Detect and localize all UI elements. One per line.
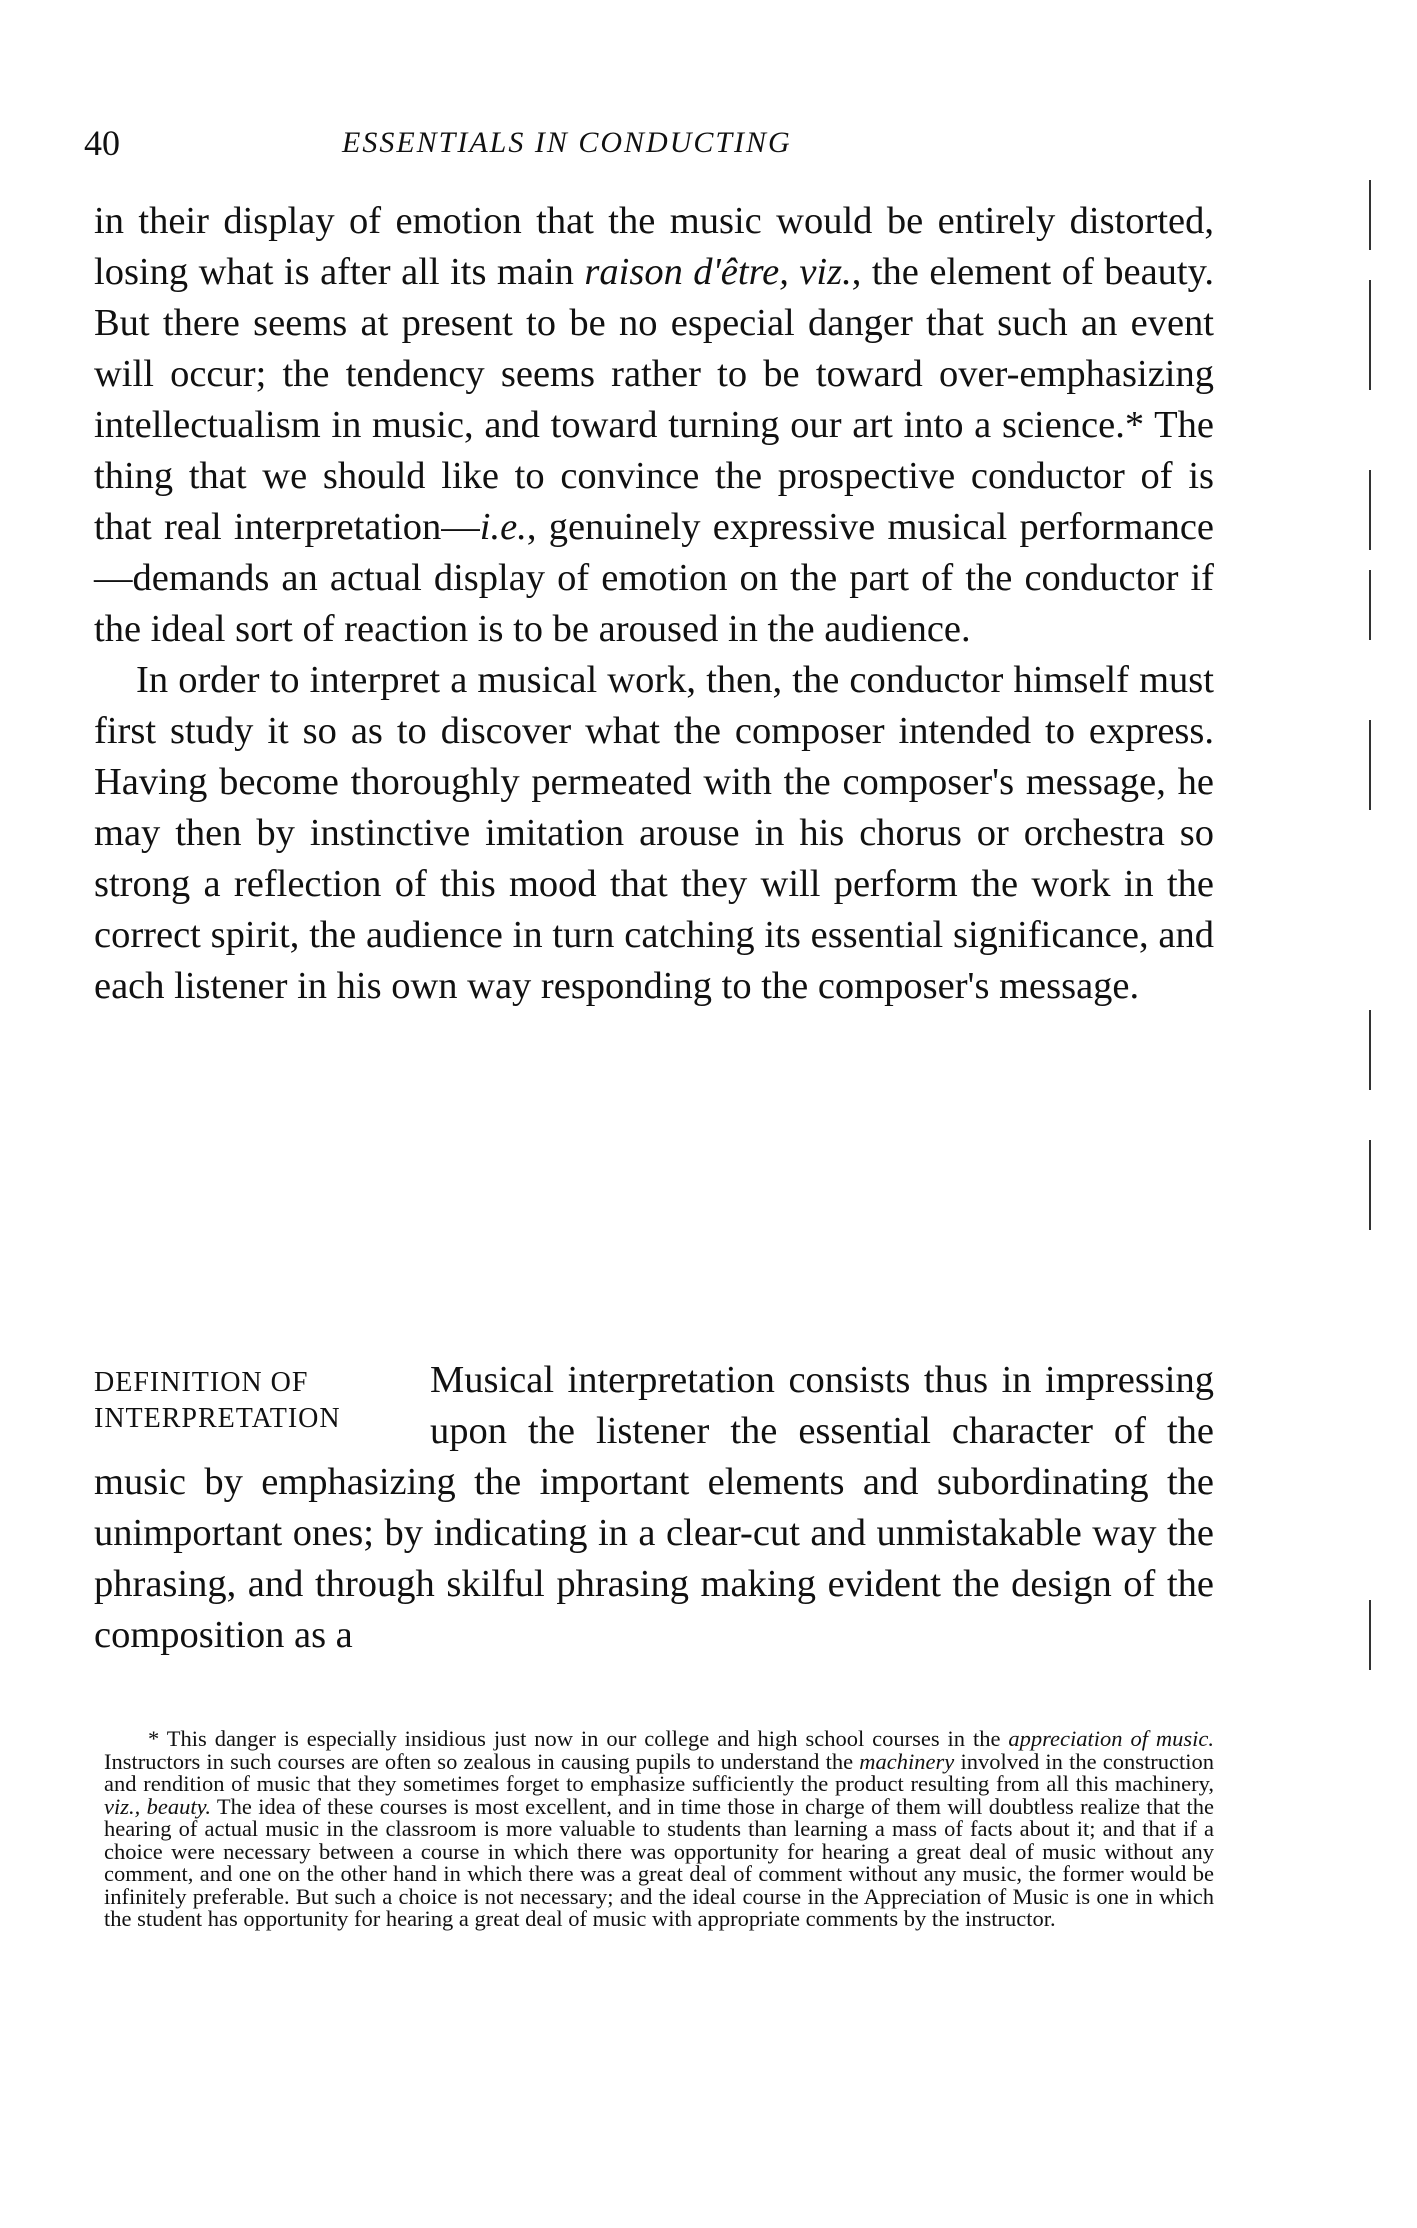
paragraph-2: In order to interpret a musical work, then, the conductor himself must first study it so as to discover what the composer intended to express. Having become thoroughly permeated with the composer's message, he may then by instinctive imitation arouse in his chorus or orchestra so strong a reflection of this mood that they will perform the work in the correct spirit, the audience in turn catching its essential significance, and each listener in his own way responding to the composer's message. (94, 659, 1214, 1007)
footnote-italic-c: viz., beauty. (104, 1793, 211, 1819)
footnote-text-d: The idea of these courses is most excellent, and in time those in charge of them will doubtless realize that the hearing of actual music in the classroom is more valuable to students than learning a mass of facts about it; and that if a choice were necessary between a course in which there was opportunity for hearing a great deal of music without any comment, and one on the other hand in which there was a great deal of comment without any music, the former would be infinitely preferable. But such a choice is not necessary; and the ideal course in the Appreciation of Music is one in which the student has opportunity for hearing a great deal of music with appropriate comments by the instructor. (104, 1793, 1214, 1931)
paragraph-1-text-b: , the element of beauty. But there seems at present to be no especial danger that such an event will occur; the tendency seems rather to be toward over-emphasizing intellectualism in music, and toward turning our art into a science.* The thing that we should like to convince the prospective conductor of is that real interpretation— (94, 251, 1214, 548)
scan-mark (1369, 570, 1371, 640)
footnote-text-c: involved in the construction and rendition of music that they sometimes forget to emphasize sufficiently the product resulting from all this machinery, (104, 1748, 1214, 1796)
scan-mark (1369, 1600, 1371, 1670)
footnote-italic-a: appreciation of music. (1008, 1726, 1214, 1751)
page-number: 40 (84, 123, 120, 163)
page-header (84, 122, 1234, 172)
scan-mark (1369, 280, 1371, 390)
scan-mark (1369, 180, 1371, 250)
side-heading-line-1: DEFINITION OF (94, 1367, 309, 1398)
side-heading-line-2: INTERPRETATION (94, 1403, 341, 1434)
scan-mark (1369, 470, 1371, 550)
definition-section (94, 1355, 1214, 1661)
scan-mark (1369, 1140, 1371, 1230)
definition-text: Musical interpretation consists thus in impressing upon the listener the essential character of the music by emphasizing the important elements and subordinating the unimportant ones; by indicating in a clear-cut and unmistakable way the phrasing, and through skilful phrasing making evident the design of the composition as a (94, 1359, 1214, 1656)
footnote (104, 1728, 1214, 1931)
scan-mark (1369, 1010, 1371, 1090)
paragraph-1-italic-a: raison d'être, viz. (584, 251, 852, 293)
paragraph-1-text-c: , genuinely expressive musical performance—demands an actual display of emotion on the part of the conductor if the ideal sort of reaction is to be aroused in the audience. (94, 506, 1214, 650)
scan-margin-marks (1369, 140, 1375, 1790)
paragraph-1 (94, 196, 1214, 655)
footnote-text-b: Instructors in such courses are often so zealous in causing pupils to understand the (104, 1748, 860, 1774)
paragraph-1-italic-b: i.e. (479, 506, 527, 548)
running-head: ESSENTIALS IN CONDUCTING (342, 126, 792, 159)
footnote-italic-b: machinery (859, 1748, 955, 1774)
side-heading (94, 1365, 430, 1437)
body-text (94, 196, 1214, 1012)
footnote-text (104, 1728, 1214, 1931)
scan-mark (1369, 720, 1371, 810)
footnote-text-a: * This danger is especially insidious just now in our college and high school courses in the (148, 1726, 1009, 1751)
paragraph-1-text-a: in their display of emotion that the music would be entirely distorted, losing what is after all its main (94, 200, 1214, 293)
